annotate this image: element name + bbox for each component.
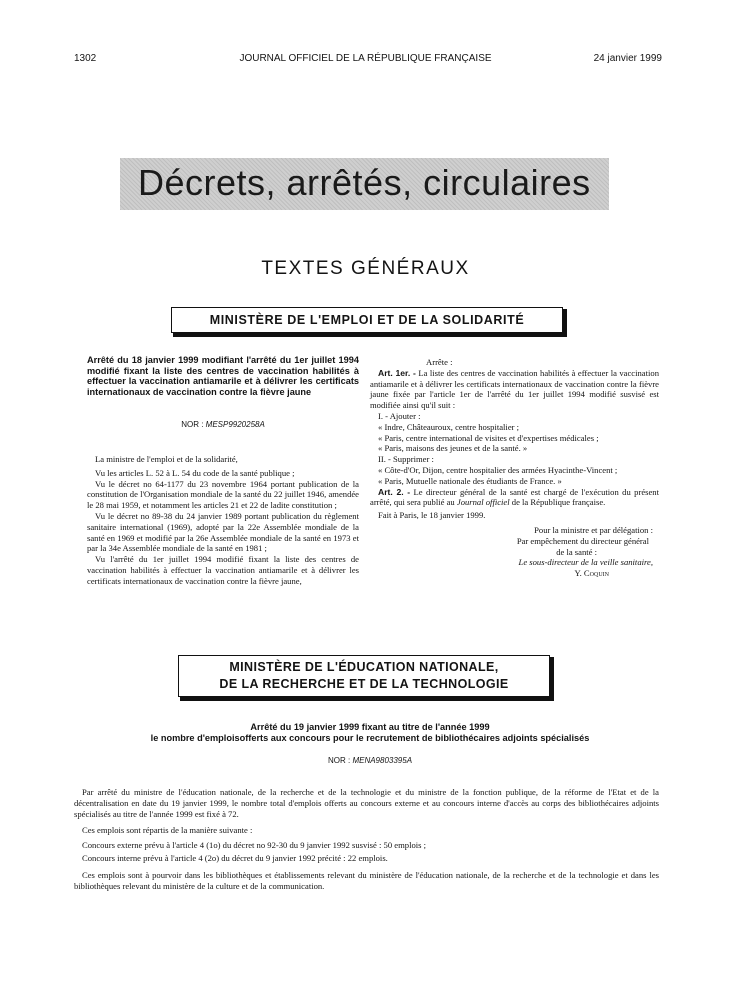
list-item: « Paris, centre international de visites et d'expertises médicales ;	[378, 432, 599, 443]
signature-line: Pour la ministre et par délégation :	[534, 524, 653, 535]
right-column	[370, 357, 659, 579]
banner	[120, 158, 609, 210]
list-item: I. - Ajouter :	[378, 410, 421, 421]
signature-line: de la santé :	[556, 546, 597, 557]
list-item: « Côte-d'Or, Dijon, centre hospitalier des armées Hyacinthe-Vincent ;	[378, 464, 618, 475]
signature-title: Le sous-directeur de la veille sanitaire,	[518, 557, 653, 568]
list-item: II. - Supprimer :	[378, 454, 434, 465]
paragraph: Concours interne prévu à l'article 4 (2o) du décret du 9 janvier 1992 précité : 22 emplois.	[82, 852, 388, 863]
paragraph: Vu l'arrêté du 1er juillet 1994 modifié fixant la liste des centres de vaccination habilités à effectuer la vaccination antiamarile et à délivrer les certificats internationaux de vaccination contre la fièvre jaune,	[87, 554, 359, 586]
list-item: « Indre, Châteauroux, centre hospitalier ;	[378, 421, 520, 432]
banner-title: Décrets, arrêtés, circulaires	[138, 162, 591, 203]
paragraph: Concours externe prévu à l'article 4 (1o) du décret no 92-30 du 9 janvier 1992 susvisé : 50 emplois ;	[82, 840, 427, 851]
nor-code: MESP9920258A	[205, 420, 265, 429]
page-number: 1302	[74, 53, 97, 64]
ministry-line: DE LA RECHERCHE ET DE LA TECHNOLOGIE	[219, 677, 509, 691]
article-2	[370, 487, 659, 509]
section-title: TEXTES GÉNÉRAUX	[261, 258, 470, 279]
article-text: La liste des centres de vaccination habilités à effectuer la vaccination antiamarile et à délivrer les certificats internationaux de vaccination contre la fièvre jaune fixée par l'article 1er de l'arrêté du 1er juillet 1994 modifié susvisé est modifiée ainsi qu'il suit :	[370, 367, 659, 411]
article-label: Art. 2. -	[378, 486, 411, 497]
paragraph: Par arrêté du ministre de l'éducation nationale, de la recherche et de la technologie et du ministre de la fonction publique, de la réforme de l'Etat et de la décentralisation en date du 19 janvier 1999, le nombre total d'emplois offerts au concours externe et au concours interne d'accès au corps des bibliothécaires adjoints spécialisés au titre de l'année 1999 est fixé à 72.	[74, 787, 659, 819]
journal-name: Journal officiel	[456, 497, 510, 508]
ministry-name: MINISTÈRE DE L'EMPLOI ET DE LA SOLIDARITÉ	[209, 313, 525, 327]
fait: Fait à Paris, le 18 janvier 1999.	[378, 510, 486, 521]
ministry-heading-emploi	[171, 307, 563, 333]
article-label: Art. 1er. -	[378, 367, 416, 378]
arrete-title	[80, 722, 660, 744]
left-column	[87, 454, 359, 587]
title-line: le nombre d'emploisofferts aux concours pour le recrutement de bibliothécaires adjoints spécialisés	[150, 733, 590, 743]
signature-line: Par empêchement du directeur général	[516, 535, 649, 546]
article-text: de la République française.	[511, 497, 606, 508]
journal-title: JOURNAL OFFICIEL DE LA RÉPUBLIQUE FRANÇAISE	[239, 53, 492, 64]
nor-code: MENA9803395A	[352, 756, 413, 765]
nor-reference	[80, 756, 660, 765]
ministry-heading-education	[178, 655, 550, 697]
paragraph: La ministre de l'emploi et de la solidarité,	[95, 454, 238, 464]
arrete-title: Arrêté du 18 janvier 1999 modifiant l'arrêté du 1er juillet 1994 modifié fixant la liste des centres de vaccination habilités à effectuer la vaccination antiamarile et à délivrer les certificats internationaux de vaccination contre la fièvre jaune	[87, 355, 359, 397]
paragraph: Ces emplois sont répartis de la manière suivante :	[82, 825, 253, 836]
nor-label: NOR :	[181, 420, 204, 429]
ministry-line: MINISTÈRE DE L'ÉDUCATION NATIONALE,	[229, 660, 499, 674]
paragraph: Vu le décret no 89-38 du 24 janvier 1989 portant publication du règlement sanitaire international (1969), adopté par la 22e Assemblée mondiale de la santé en 1969 et modifié par la 26e Assemblée mondiale de la santé en 1973 et par la 34e Assemblée mondiale de la santé en 1981 ;	[87, 510, 359, 554]
paragraph: Vu le décret no 64-1177 du 23 novembre 1964 portant publication de la constitution de l'Organisation mondiale de la santé du 22 juillet 1946, amendée le 28 mai 1959, et notamment les articles 21 et 22 de ladite constitution ;	[87, 478, 359, 511]
arrete-word: Arrête :	[426, 357, 453, 367]
title-line: Arrêté du 19 janvier 1999 fixant au titre de l'année 1999	[250, 722, 490, 732]
signature-block	[370, 525, 659, 579]
nor-reference	[87, 420, 359, 429]
article-text: Le directeur général de la santé est chargé de l'exécution du présent arrêté, qui sera publié au	[370, 486, 659, 508]
bottom-text	[74, 787, 659, 891]
journal-date: 24 janvier 1999	[593, 53, 662, 64]
paragraph: Vu les articles L. 52 à L. 54 du code de la santé publique ;	[95, 467, 295, 478]
signature-name: Y. Coquin	[574, 568, 609, 579]
list-item: « Paris, maisons des jeunes et de la santé. »	[378, 443, 528, 454]
paragraph: Ces emplois sont à pourvoir dans les bibliothèques et établissements relevant du ministère de l'éducation nationale, de la recherche et de la technologie et dans les bibliothèques relevant du ministère de la culture et de la communication.	[74, 869, 659, 891]
article-1	[370, 368, 659, 411]
nor-label: NOR :	[327, 756, 351, 765]
list-item: « Paris, Mutuelle nationale des étudiants de France. »	[378, 475, 562, 486]
